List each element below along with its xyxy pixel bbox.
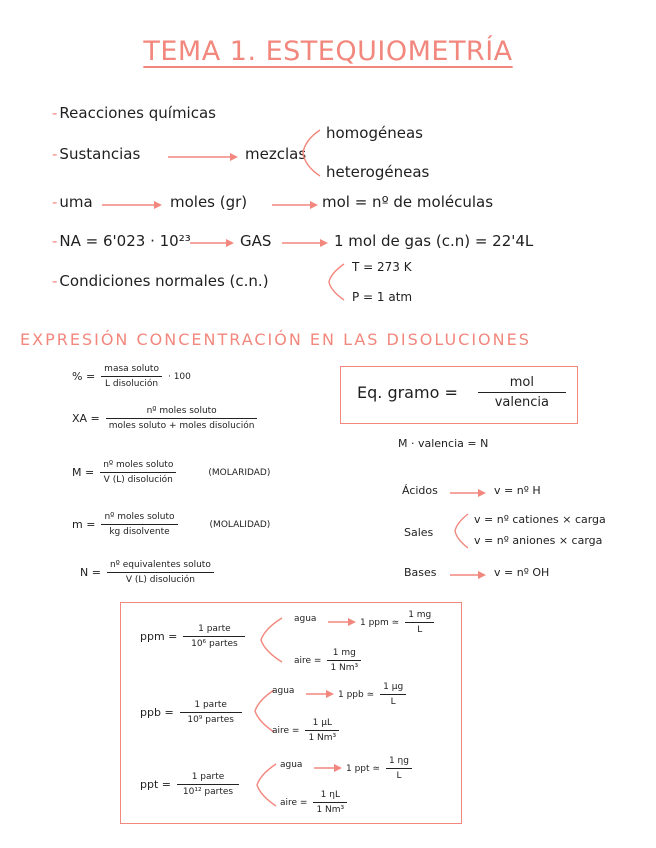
m-lhs: M = (72, 466, 95, 479)
homogeneas-text: homogéneas (326, 124, 423, 142)
ppt-aire-num: 1 ηL (320, 790, 340, 800)
ppm-agua-label: agua (294, 614, 317, 624)
formula-molaridad (72, 460, 270, 485)
ppb-aire-formula (272, 718, 339, 743)
m-note: (MOLARIDAD) (208, 467, 271, 478)
m-fraction (100, 460, 176, 485)
eq-fraction (478, 375, 566, 410)
ppb-agua-den: L (390, 697, 396, 707)
formula-normalidad (80, 560, 214, 585)
ppb-aire-num: 1 μL (312, 718, 332, 728)
pct-lhs: % = (72, 370, 96, 383)
molal-num: nº moles soluto (104, 512, 175, 522)
ppm-agua-lhs: 1 ppm ≃ (360, 617, 400, 628)
eq-gramo-box (340, 366, 578, 424)
ppt-agua-lhs: 1 ppt ≃ (346, 763, 380, 774)
arrow-ppb-agua (306, 689, 334, 699)
brace-sales (452, 512, 472, 550)
na-text: NA = 6'023 · 10²³ (59, 232, 191, 250)
line-uma: - uma (52, 193, 93, 211)
condiciones-text: Condiciones normales (c.n.) (59, 272, 269, 290)
arrow-na-gas (190, 238, 234, 248)
molal-den: kg disolvente (109, 527, 170, 537)
formula-ppm (140, 624, 245, 649)
arrow-ppt-agua (314, 763, 342, 773)
line-condiciones: - Condiciones normales (c.n.) (52, 272, 269, 290)
ppt-aire-lhs: aire = (280, 797, 308, 808)
n-fraction (107, 560, 214, 585)
ppb-aire-lhs: aire = (272, 725, 300, 736)
ppm-agua-formula (360, 610, 434, 635)
ppm-aire-num: 1 mg (332, 648, 356, 658)
ppm-aire-formula (294, 648, 361, 673)
m-valencia-text: M · valencia = N (398, 437, 489, 450)
molal-note: (MOLALIDAD) (209, 519, 271, 530)
molal-fraction (101, 512, 177, 537)
arrow-bases (450, 570, 486, 580)
ppm-den: 10⁶ partes (191, 639, 238, 649)
presion-text: P = 1 atm (352, 290, 413, 304)
bases-valencia: v = nº OH (494, 566, 550, 579)
ppm-lhs: ppm = (140, 630, 178, 643)
ppm-aire-den: 1 Nm³ (330, 663, 359, 673)
mol-gas-text: 1 mol de gas (c.n) = 22'4L (334, 232, 534, 250)
ppb-aire-den: 1 Nm³ (308, 733, 337, 743)
eq-den: valencia (494, 395, 549, 410)
gas-text: GAS (240, 232, 272, 250)
eq-lhs: Eq. gramo = (357, 383, 458, 402)
formula-ppb (140, 700, 242, 725)
section-title: EXPRESIÓN CONCENTRACIÓN EN LAS DISOLUCIONES (20, 330, 531, 349)
ppm-num: 1 parte (198, 624, 231, 634)
sales-text: Sales (404, 526, 434, 539)
arrow-acidos (450, 488, 486, 498)
ppb-agua-formula (338, 682, 406, 707)
mezclas-text: mezclas (245, 145, 307, 163)
ppb-agua-lhs: 1 ppb ≃ (338, 689, 375, 700)
ppb-aire-fraction (305, 718, 339, 743)
ppt-agua-den: L (396, 771, 402, 781)
ppb-agua-fraction (380, 682, 406, 707)
ppt-lhs: ppt = (140, 778, 171, 791)
brace-condiciones (326, 262, 348, 302)
uma-text: uma (59, 193, 93, 211)
sustancias-text: Sustancias (59, 145, 141, 163)
xa-lhs: XA = (72, 412, 100, 425)
ppm-fraction (183, 624, 245, 649)
arrow-ppm-agua (328, 617, 356, 627)
mol-moleculas-text: mol = nº de moléculas (322, 193, 494, 211)
ppb-num: 1 parte (194, 700, 227, 710)
ppm-agua-fraction (405, 610, 434, 635)
ppt-agua-num: 1 ηg (388, 756, 409, 766)
m-den: V (L) disolución (103, 475, 173, 485)
pct-fraction (101, 364, 162, 389)
formula-ppt (140, 772, 239, 797)
eq-num: mol (509, 375, 534, 390)
arrow-gas-mol (282, 238, 328, 248)
ppm-aire-lhs: aire = (294, 655, 322, 666)
n-den: V (L) disolución (125, 575, 195, 585)
formula-porcentaje (72, 364, 191, 389)
ppt-agua-label: agua (280, 760, 303, 770)
pct-den: L disolución (104, 379, 159, 389)
ppt-agua-formula (346, 756, 412, 781)
ppt-aire-den: 1 Nm³ (316, 805, 345, 815)
brace-ppm (258, 616, 286, 664)
reacciones-text: Reacciones químicas (59, 104, 216, 122)
arrow-sustancias-mezclas (168, 152, 238, 162)
n-num: nº equivalentes soluto (109, 560, 211, 570)
sales-valencia-cationes: v = nº cationes × carga (474, 513, 606, 526)
ppt-agua-fraction (386, 756, 412, 781)
ppb-den: 10⁹ partes (187, 715, 234, 725)
pct-tail: · 100 (167, 371, 191, 382)
brace-ppt (254, 762, 280, 808)
formula-molalidad (72, 512, 270, 537)
moles-gr-text: moles (gr) (170, 193, 248, 211)
xa-den: moles soluto + moles disolución (108, 421, 255, 431)
ppm-agua-den: L (417, 625, 423, 635)
xa-num: nº moles soluto (146, 406, 217, 416)
bases-text: Bases (404, 566, 437, 579)
heterogeneas-text: heterogéneas (326, 163, 430, 181)
acidos-text: Ácidos (402, 484, 438, 497)
molal-lhs: m = (72, 518, 96, 531)
ppm-agua-num: 1 mg (408, 610, 432, 620)
line-reacciones: - Reacciones químicas (52, 104, 216, 122)
eq-gramo-formula (357, 375, 566, 410)
page-title: TEMA 1. ESTEQUIOMETRÍA (143, 36, 513, 67)
ppt-fraction (177, 772, 239, 797)
ppm-aire-fraction (327, 648, 361, 673)
ppt-den: 10¹² partes (182, 787, 234, 797)
acidos-valencia: v = nº H (494, 484, 541, 497)
ppb-lhs: ppb = (140, 706, 174, 719)
m-num: nº moles soluto (103, 460, 174, 470)
ppt-aire-fraction (313, 790, 347, 815)
ppt-aire-formula (280, 790, 347, 815)
xa-fraction (106, 406, 258, 431)
sales-valencia-aniones: v = nº aniones × carga (474, 534, 603, 547)
line-sustancias: - Sustancias (52, 145, 141, 163)
arrow-uma-moles (102, 200, 162, 210)
formula-fraccion-molar (72, 406, 257, 431)
temperatura-text: T = 273 K (352, 260, 412, 274)
ppt-num: 1 parte (191, 772, 225, 782)
arrow-moles-mol (272, 200, 318, 210)
brace-mezclas (300, 128, 324, 178)
ppb-agua-num: 1 μg (383, 682, 404, 692)
ppb-agua-label: agua (272, 686, 295, 696)
pct-num: masa soluto (104, 364, 159, 374)
ppb-fraction (180, 700, 242, 725)
line-na: - NA = 6'023 · 10²³ (52, 232, 191, 250)
n-lhs: N = (80, 566, 101, 579)
